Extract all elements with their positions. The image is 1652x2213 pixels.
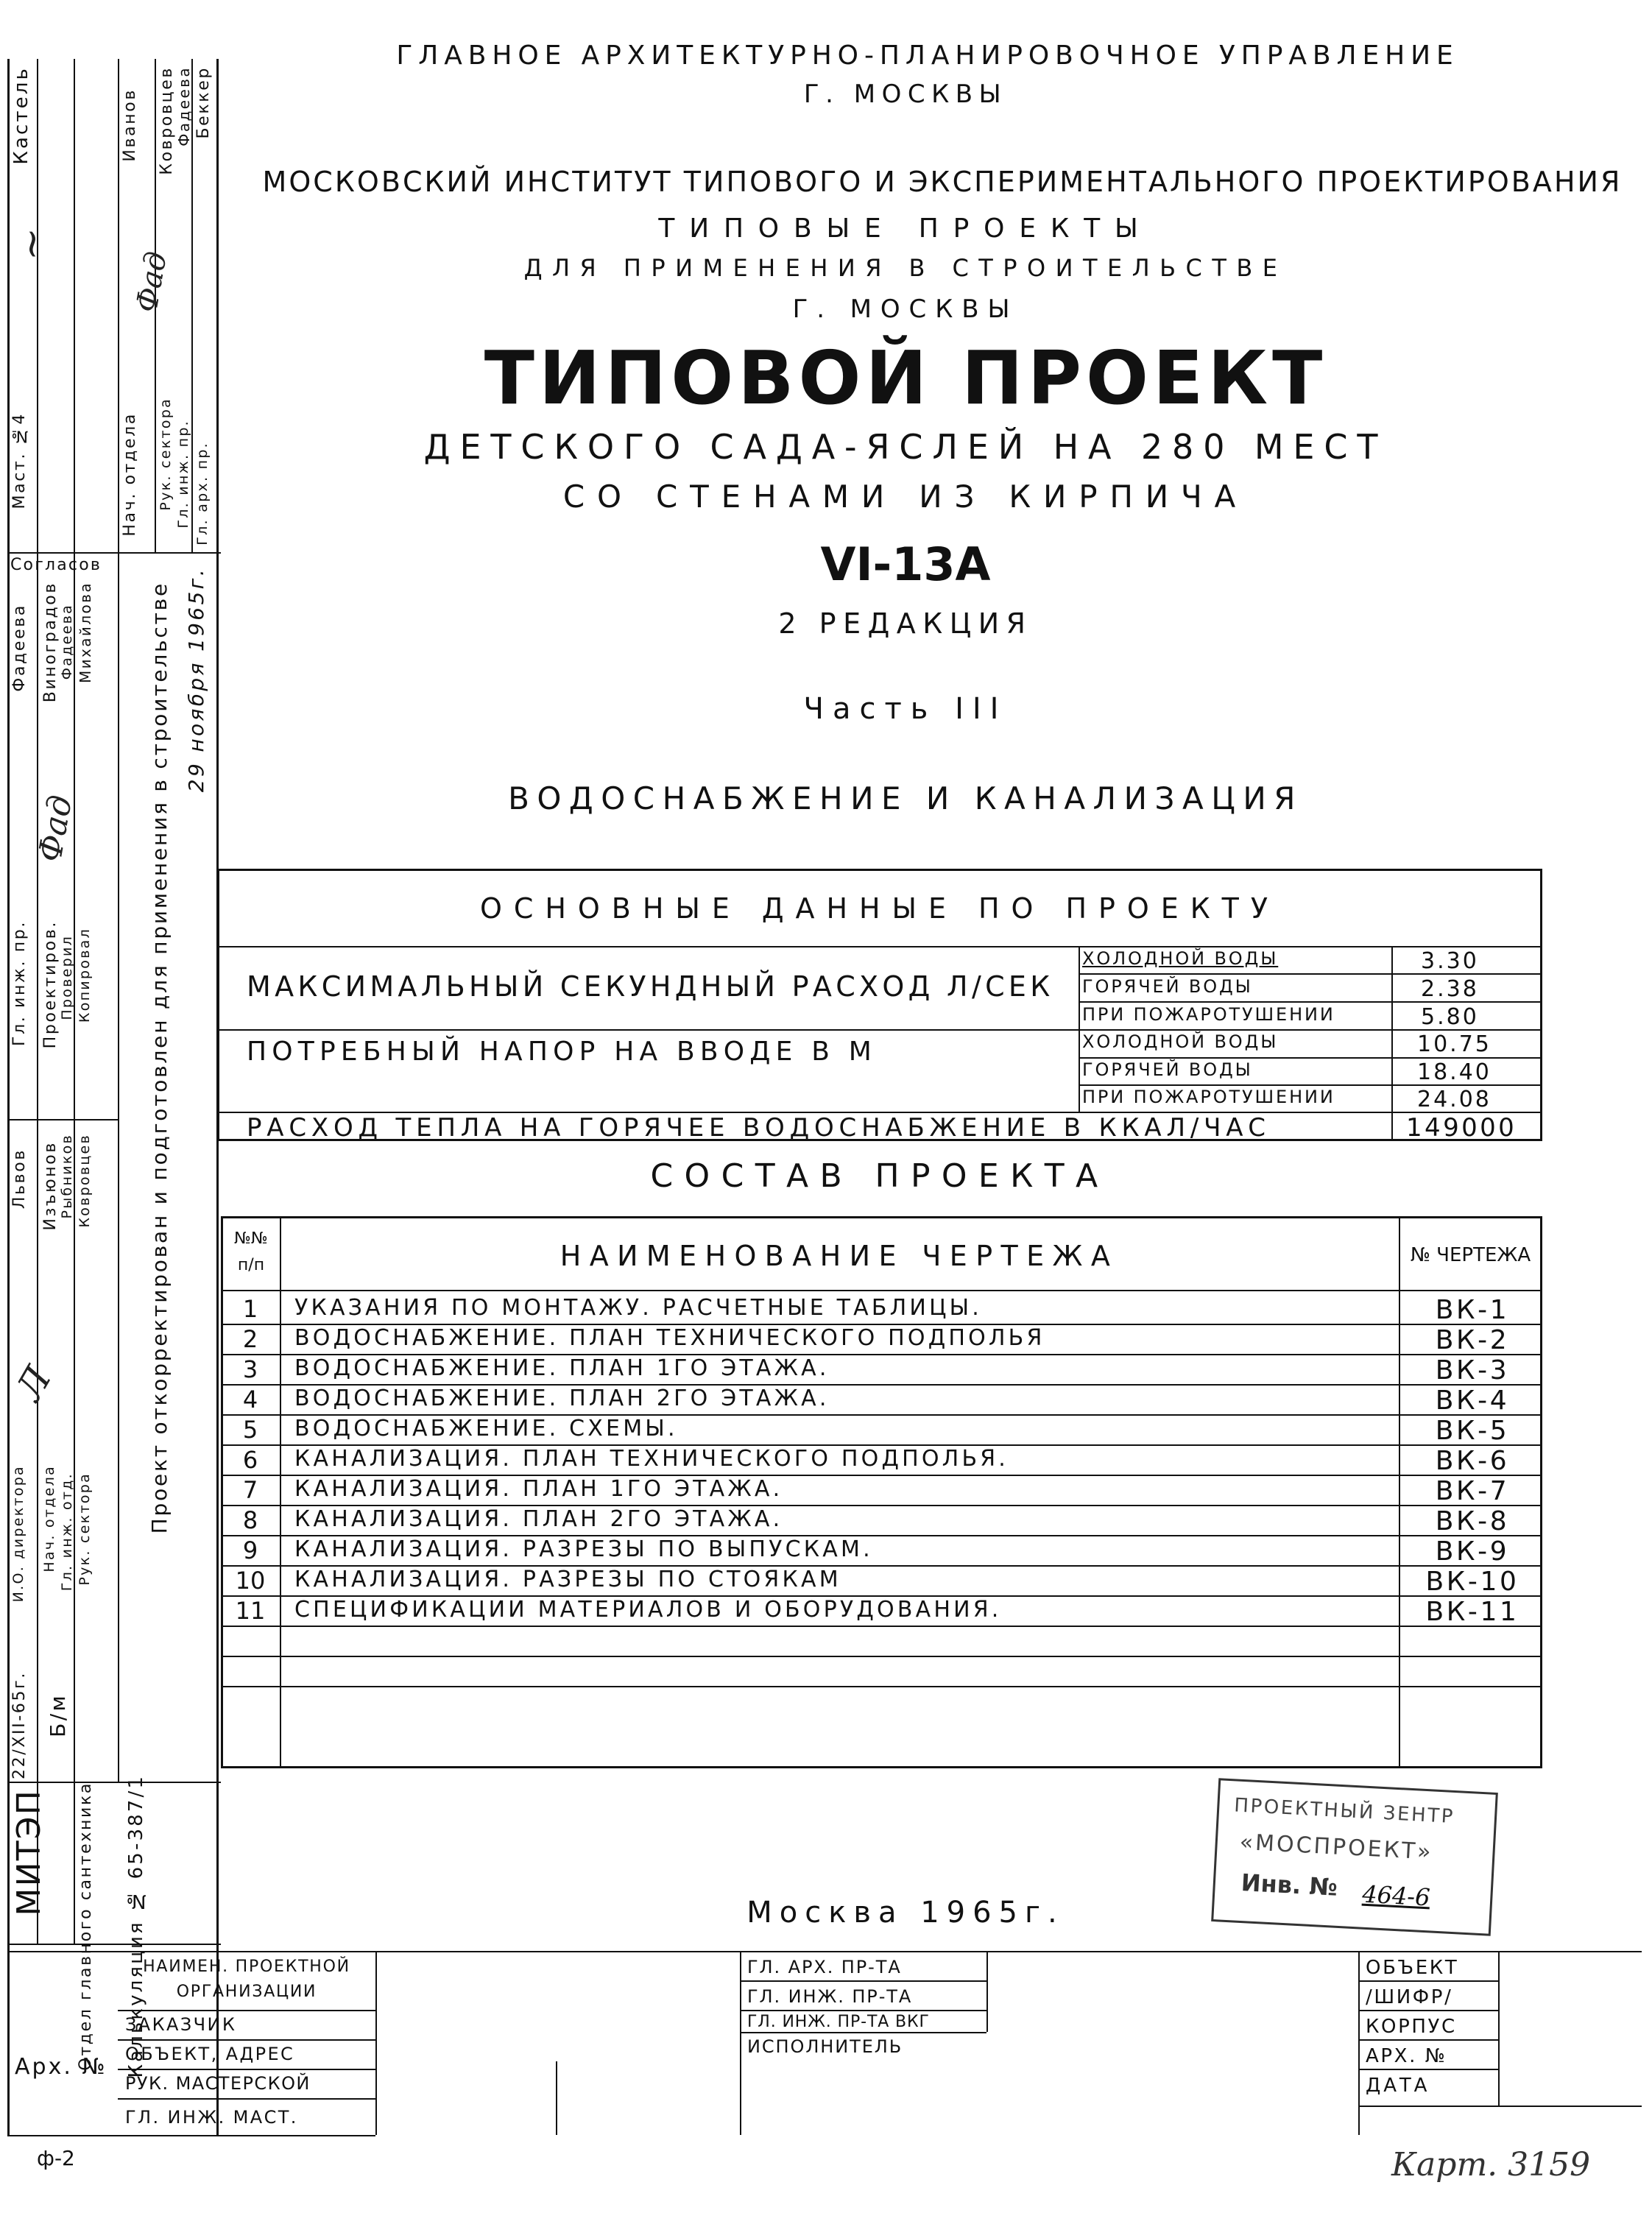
title-block-rule — [740, 2032, 986, 2033]
title-block-rule — [740, 2010, 986, 2011]
title-block-rule — [7, 2135, 375, 2136]
card-number: Карт. 3159 — [1391, 2146, 1591, 2184]
stamp-line-1: ПРОЕКТНЫЙ ЗЕНТР — [1233, 1794, 1455, 1829]
col-code-header: № ЧЕРТЕЖА — [1410, 1244, 1531, 1266]
pressure-hot-value: 18.40 — [1417, 1059, 1492, 1085]
side-name-fadeeva-3: Фадеева — [59, 604, 75, 680]
row-number: 2 — [242, 1325, 258, 1353]
side-role-gl-arh: Гл. арх. пр. — [194, 442, 211, 546]
city-year: Москва 1965г. — [746, 1896, 1065, 1930]
tb-left-1: ЗАКАЗЧИК — [125, 2014, 237, 2035]
row-drawing-code: ВК-7 — [1435, 1476, 1510, 1506]
tb-right-4: ДАТА — [1366, 2075, 1430, 2097]
org-line-2: Г. МОСКВЫ — [803, 80, 1008, 109]
row-drawing-name: ВОДОСНАБЖЕНИЕ. ПЛАН 1ГО ЭТАЖА. — [294, 1355, 830, 1381]
row-number: 5 — [242, 1416, 258, 1444]
org-line-1: ГЛАВНОЕ АРХИТЕКТУРНО-ПЛАНИРОВОЧНОЕ УПРАВЛЕНИЕ — [396, 40, 1459, 71]
pressure-cold-value: 10.75 — [1417, 1031, 1492, 1057]
form-number: ф-2 — [37, 2146, 75, 2170]
tb-left-4: ГЛ. ИНЖ. МАСТ. — [125, 2107, 298, 2128]
col-num-header: №№ п/п — [234, 1229, 268, 1274]
title-block-rule — [986, 1951, 988, 2032]
tb-left-2: ОБЪЕКТ, АДРЕС — [125, 2044, 295, 2064]
subtitle-2: СО СТЕНАМИ ИЗ КИРПИЧА — [562, 479, 1249, 515]
title-block-rule — [375, 1951, 377, 2135]
institute-name: МОСКОВСКИЙ ИНСТИТУТ ТИПОВОГО И ЭКСПЕРИМЕНТАЛЬНОГО ПРОЕКТИРОВАНИЯ — [262, 166, 1623, 198]
title-block-rule — [118, 2039, 375, 2041]
side-role-gl-inzh: Гл. инж. пр. — [175, 420, 191, 529]
table-rule — [221, 1656, 1542, 1657]
pressure-fire-value: 24.08 — [1417, 1087, 1492, 1112]
side-arch-label: Арх. № — [15, 2054, 107, 2080]
signature: Фад — [130, 249, 174, 315]
stamp-line-3: Инв. № — [1240, 1868, 1338, 1902]
table-rule — [221, 1290, 1542, 1291]
row-number: 1 — [242, 1295, 258, 1323]
row-number: 11 — [235, 1597, 266, 1625]
table-rule — [221, 1686, 1542, 1687]
row-number: 9 — [242, 1536, 258, 1564]
side-name-vinogradov: Виноградов — [41, 582, 60, 703]
row-drawing-code: ВК-5 — [1435, 1416, 1510, 1446]
flow-label: МАКСИМАЛЬНЫЙ СЕКУНДНЫЙ РАСХОД Л/СЕК — [247, 970, 1054, 1003]
title-block-rule — [118, 2098, 375, 2100]
section-title: ВОДОСНАБЖЕНИЕ И КАНАЛИЗАЦИЯ — [508, 780, 1303, 816]
subtitle-1: ДЕТСКОГО САДА-ЯСЛЕЙ НА 280 МЕСТ — [423, 427, 1388, 467]
side-name-izyunov: Изъюнов — [41, 1141, 60, 1231]
flow-fire-value: 5.80 — [1421, 1004, 1479, 1030]
title-block-rule — [556, 2061, 557, 2135]
side-role-ruk-sektora-2: Рук. сектора — [77, 1472, 93, 1586]
row-drawing-name: КАНАЛИЗАЦИЯ. РАЗРЕЗЫ ПО ВЫПУСКАМ. — [294, 1536, 873, 1562]
col-name-header: НАИМЕНОВАНИЕ ЧЕРТЕЖА — [560, 1240, 1119, 1272]
signature: ~ — [8, 227, 55, 261]
side-bm: Б/м — [46, 1693, 70, 1737]
side-name-kastel: Кастель — [10, 66, 32, 165]
side-role-proektirov: Проектиров. — [41, 920, 60, 1049]
tb-mid-0: ГЛ. АРХ. ПР-ТА — [747, 1957, 902, 1977]
side-dept-label: Отдел главного сантехника — [77, 1782, 95, 2071]
side-role-gl-inzh-2: Гл. инж. пр. — [10, 920, 29, 1046]
side-agreed-label: Согласов — [10, 556, 102, 574]
side-role-nach-otdela: Нач. отдела — [121, 412, 139, 537]
title-block-rule — [1498, 1951, 1500, 2106]
title-block-rule — [1358, 2069, 1498, 2070]
row-number: 4 — [242, 1386, 258, 1413]
title-block-rule — [1358, 2010, 1498, 2011]
pressure-fire-label: ПРИ ПОЖАРОТУШЕНИИ — [1082, 1087, 1335, 1107]
side-name-mihaylova: Михайлова — [77, 582, 94, 684]
heat-value: 149000 — [1406, 1113, 1517, 1143]
side-name-rybnikov: Рыбников — [59, 1134, 75, 1219]
row-drawing-name: КАНАЛИЗАЦИЯ. ПЛАН 2ГО ЭТАЖА. — [294, 1506, 783, 1532]
stamp-line-2: «МОСПРОЕКТ» — [1238, 1829, 1434, 1866]
row-drawing-code: ВК-6 — [1435, 1446, 1510, 1476]
row-drawing-code: ВК-8 — [1435, 1506, 1510, 1536]
stamp-inv-number: 464-6 — [1361, 1880, 1431, 1912]
row-drawing-name: ВОДОСНАБЖЕНИЕ. СХЕМЫ. — [294, 1416, 678, 1441]
flow-cold-value: 3.30 — [1421, 948, 1479, 974]
row-number: 10 — [235, 1567, 266, 1595]
side-approval-text: Проект откорректирован и подготовлен для применения в строительстве — [147, 582, 172, 1534]
basic-data-heading: ОСНОВНЫЕ ДАННЫЕ ПО ПРОЕКТУ — [480, 892, 1279, 925]
row-drawing-name: УКАЗАНИЯ ПО МОНТАЖУ. РАСЧЕТНЫЕ ТАБЛИЦЫ. — [294, 1295, 982, 1321]
row-drawing-name: КАНАЛИЗАЦИЯ. РАЗРЕЗЫ ПО СТОЯКАМ — [294, 1567, 841, 1592]
title-block-rule — [1358, 2039, 1498, 2041]
row-number: 6 — [242, 1446, 258, 1474]
signature: Л — [7, 1359, 60, 1408]
row-drawing-code: ВК-1 — [1435, 1295, 1510, 1325]
tb-left-3: РУК. МАСТЕРСКОЙ — [125, 2073, 311, 2094]
side-name-lvov: Львов — [10, 1148, 29, 1210]
row-drawing-code: ВК-11 — [1425, 1597, 1519, 1627]
row-drawing-code: ВК-9 — [1435, 1536, 1510, 1567]
side-name-fadeeva-2: Фадеева — [10, 604, 29, 692]
flow-cold-label: ХОЛОДНОЙ ВОДЫ — [1082, 948, 1279, 969]
main-title: ТИПОВОЙ ПРОЕКТ — [484, 335, 1327, 421]
row-drawing-name: ВОДОСНАБЖЕНИЕ. ПЛАН ТЕХНИЧЕСКОГО ПОДПОЛЬЯ — [294, 1325, 1045, 1351]
side-role-gl-inzh-otd: Гл. инж. отд. — [59, 1472, 75, 1592]
tb-right-1: /ШИФР/ — [1366, 1986, 1453, 2008]
row-number: 8 — [242, 1506, 258, 1534]
signature: Фад — [31, 792, 80, 865]
row-drawing-code: ВК-2 — [1435, 1325, 1510, 1355]
tb-right-3: АРХ. № — [1366, 2045, 1447, 2067]
side-calc-label: Калькуляция № 65-387/1 — [125, 1774, 147, 2078]
tb-left-0: НАИМЕН. ПРОЕКТНОЙ ОРГАНИЗАЦИИ — [143, 1958, 350, 2001]
side-role-io-direktora: И.О. директора — [10, 1465, 27, 1603]
row-drawing-name: КАНАЛИЗАЦИЯ. ПЛАН 1ГО ЭТАЖА. — [294, 1476, 783, 1502]
title-block-rule — [740, 1951, 741, 2135]
side-name-kovrovcev: Ковровцев — [158, 66, 176, 175]
pressure-label: ПОТРЕБНЫЙ НАПОР НА ВВОДЕ В М — [247, 1037, 877, 1067]
composition-heading: СОСТАВ ПРОЕКТА — [650, 1157, 1109, 1195]
series-line-1: ТИПОВЫЕ ПРОЕКТЫ — [658, 213, 1153, 244]
row-drawing-name: СПЕЦИФИКАЦИИ МАТЕРИАЛОВ И ОБОРУДОВАНИЯ. — [294, 1597, 1002, 1623]
row-drawing-code: ВК-10 — [1425, 1567, 1519, 1597]
tb-mid-2: ГЛ. ИНЖ. ПР-ТА ВКГ — [747, 2013, 930, 2031]
pressure-hot-label: ГОРЯЧЕЙ ВОДЫ — [1082, 1059, 1253, 1080]
tb-mid-1: ГЛ. ИНЖ. ПР-ТА — [747, 1986, 913, 2007]
heat-label: РАСХОД ТЕПЛА НА ГОРЯЧЕЕ ВОДОСНАБЖЕНИЕ В ККАЛ/ЧАС — [247, 1113, 1271, 1143]
side-date-code: 22/XII-65г. — [10, 1671, 29, 1779]
row-drawing-name: ВОДОСНАБЖЕНИЕ. ПЛАН 2ГО ЭТАЖА. — [294, 1386, 830, 1411]
tb-right-0: ОБЪЕКТ — [1366, 1957, 1459, 1979]
pressure-cold-label: ХОЛОДНОЙ ВОДЫ — [1082, 1031, 1279, 1052]
side-role-mast: Маст. №4 — [10, 412, 29, 509]
side-role-kopiroval: Копировал — [77, 928, 93, 1023]
row-number: 7 — [242, 1476, 258, 1504]
row-drawing-name: КАНАЛИЗАЦИЯ. ПЛАН ТЕХНИЧЕСКОГО ПОДПОЛЬЯ. — [294, 1446, 1009, 1472]
table-rule — [221, 1626, 1542, 1627]
side-name-bekker: Беккер — [194, 66, 213, 139]
title-block-rule — [1358, 1980, 1498, 1982]
edition-label: 2 РЕДАКЦИЯ — [778, 607, 1033, 640]
flow-hot-value: 2.38 — [1421, 976, 1479, 1002]
project-code: VI-13А — [820, 537, 991, 591]
table-rule — [1079, 1057, 1542, 1059]
side-name-fadeeva: Фадеева — [175, 66, 193, 147]
row-drawing-code: ВК-4 — [1435, 1386, 1510, 1416]
title-block-rule — [118, 2069, 375, 2070]
side-approval-date: 29 ноября 1965г. — [184, 567, 208, 793]
flow-hot-label: ГОРЯЧЕЙ ВОДЫ — [1082, 976, 1253, 997]
title-block-rule — [1358, 1951, 1360, 2135]
title-block-top — [7, 1951, 1642, 1952]
series-line-3: Г. МОСКВЫ — [792, 294, 1019, 324]
side-role-proveril: Проверил — [59, 935, 75, 1020]
side-role-ruk-sektora: Рук. сектора — [158, 398, 174, 511]
row-number: 3 — [242, 1355, 258, 1383]
side-role-nach-otdela-2: Нач. отдела — [41, 1465, 57, 1573]
part-label: Часть III — [803, 692, 1008, 726]
side-miti-label: МИТЭП — [10, 1789, 48, 1916]
table-rule — [217, 946, 1542, 947]
title-block-rule — [1358, 2106, 1642, 2107]
tb-right-2: КОРПУС — [1366, 2016, 1457, 2038]
row-drawing-code: ВК-3 — [1435, 1355, 1510, 1386]
title-block-rule — [740, 1980, 986, 1982]
title-block-rule — [118, 2010, 375, 2011]
side-name-kovrovcev-2: Ковровцев — [77, 1134, 93, 1228]
series-line-2: ДЛЯ ПРИМЕНЕНИЯ В СТРОИТЕЛЬСТВЕ — [523, 254, 1288, 282]
table-rule — [217, 1029, 1542, 1031]
flow-fire-label: ПРИ ПОЖАРОТУШЕНИИ — [1082, 1004, 1335, 1025]
side-name-ivanov: Иванов — [121, 88, 139, 162]
tb-mid-3: ИСПОЛНИТЕЛЬ — [747, 2036, 903, 2057]
